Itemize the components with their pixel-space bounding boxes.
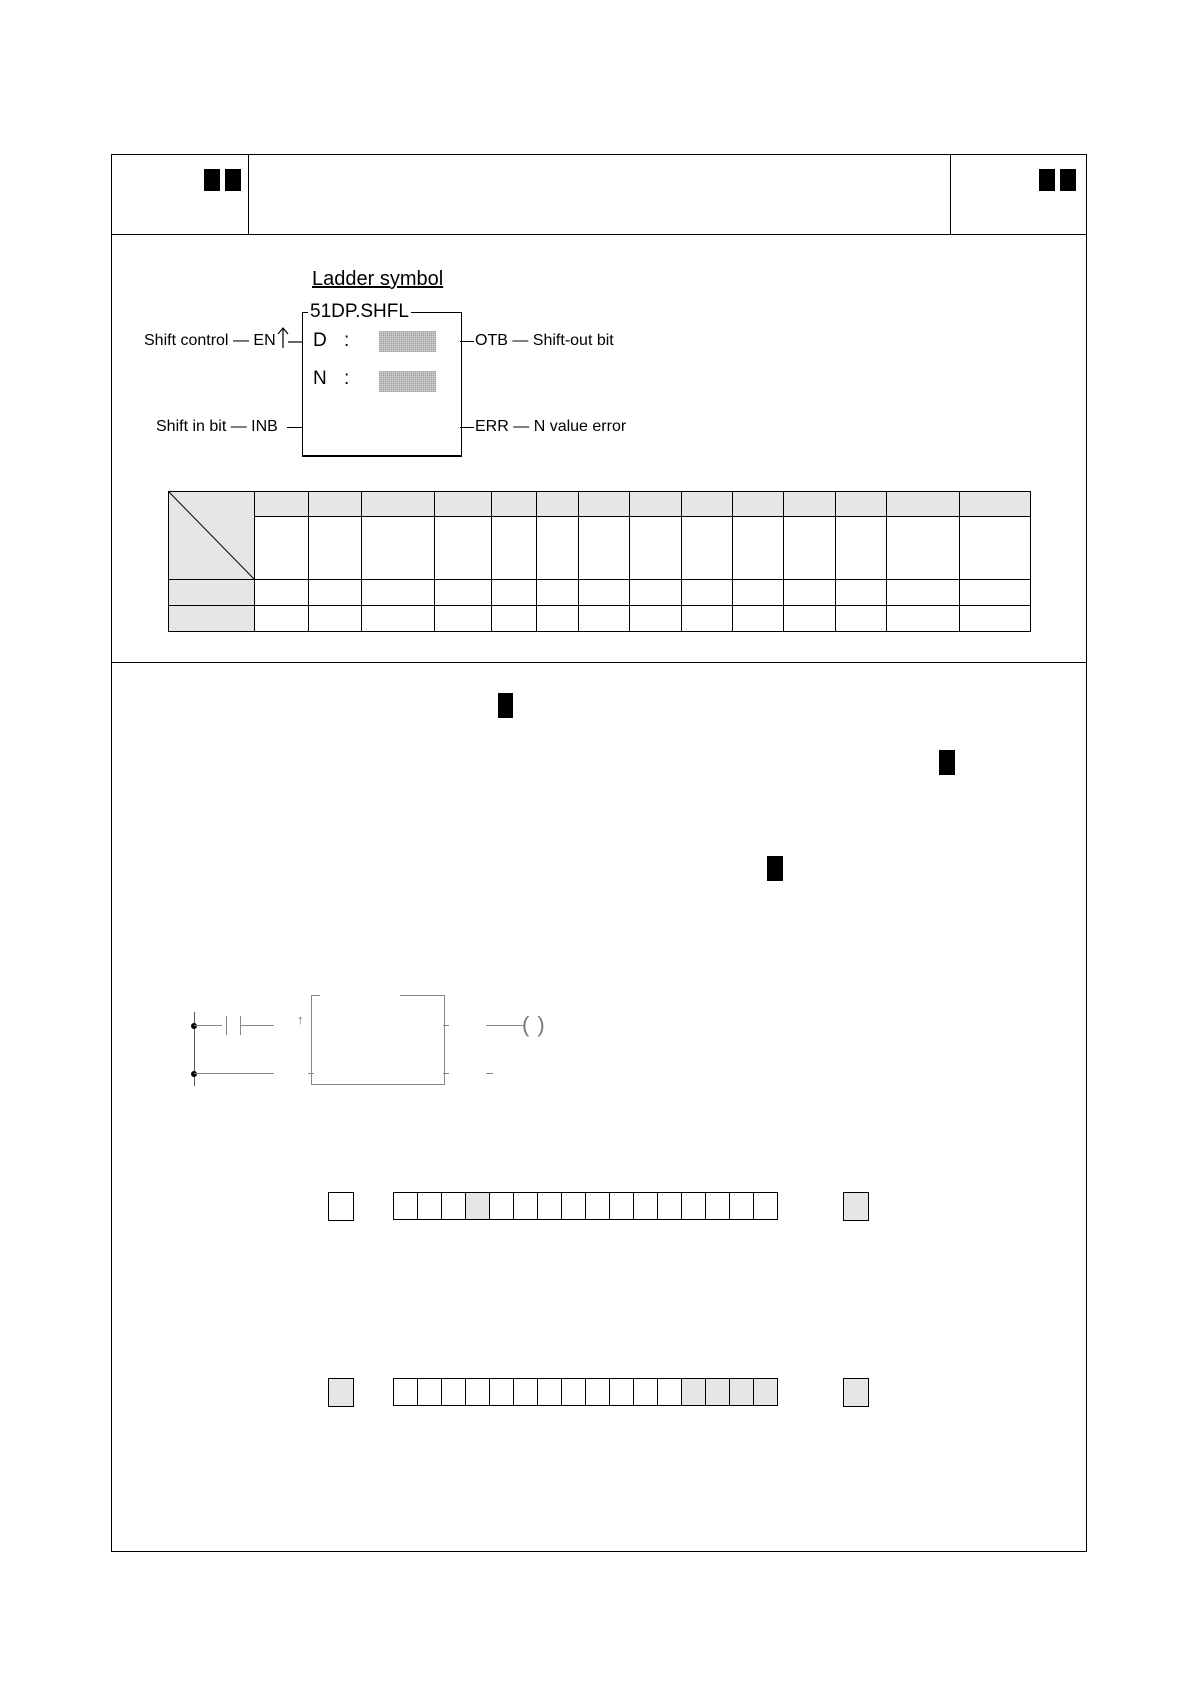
rung-wire (241, 1025, 274, 1026)
header-divider (111, 234, 1087, 235)
table-header-cell (537, 492, 579, 517)
shift-out-bit-box (843, 1378, 869, 1407)
inb-pin: INB (251, 418, 278, 435)
table-subheader-cell (492, 517, 537, 580)
err-pin: ERR (475, 418, 509, 435)
table-row (169, 580, 1031, 606)
en-description: Shift control (144, 332, 229, 349)
shift-in-bit-box (328, 1378, 354, 1407)
section-divider (111, 662, 1087, 663)
en-input-label (144, 332, 276, 350)
register-bit-cell (393, 1378, 418, 1406)
inb-dash: — (230, 418, 247, 435)
err-dash: — (513, 418, 530, 435)
register-bit-cell (489, 1378, 514, 1406)
rung-wire (194, 1073, 274, 1074)
block-input-stub (308, 1073, 314, 1074)
otb-pin: OTB (475, 332, 508, 349)
table-header-cell (492, 492, 537, 517)
table-header-cell (733, 492, 784, 517)
redaction-block (1039, 169, 1055, 191)
register-bit-cell (465, 1378, 490, 1406)
otb-output-label (475, 332, 614, 350)
register-bit-cell (441, 1192, 466, 1220)
register-bit-cell (657, 1378, 682, 1406)
header-left-divider (248, 154, 249, 234)
function-name: 51DP.SHFL (310, 301, 409, 322)
table-subheader-cell (309, 517, 362, 580)
rising-edge-marker-icon: ↑ (297, 1012, 304, 1027)
table-header-cell (836, 492, 887, 517)
table-subheader-cell (682, 517, 733, 580)
register-bit-cell (609, 1378, 634, 1406)
block-output-stub (443, 1073, 449, 1074)
register-bit-cell (609, 1192, 634, 1220)
table-subheader-cell (836, 517, 887, 580)
redaction-block (939, 750, 955, 775)
page-frame (111, 154, 1087, 1552)
table-subheader-cell (537, 517, 579, 580)
en-pin: EN (253, 332, 276, 349)
redaction-block (767, 856, 783, 881)
ladder-symbol-title: Ladder symbol (312, 268, 444, 290)
operand-d-field (379, 331, 436, 352)
register-bit-cell (489, 1192, 514, 1220)
junction-dot (191, 1071, 197, 1077)
register-bit-cell (513, 1378, 538, 1406)
register-bit-cell (753, 1378, 778, 1406)
redaction-block (1060, 169, 1076, 191)
table-header-cell (682, 492, 733, 517)
shift-out-bit-box (843, 1192, 869, 1221)
register-bit-cell (561, 1378, 586, 1406)
table-subheader-cell (960, 517, 1031, 580)
en-dash: — (232, 332, 249, 349)
operand-table (168, 491, 1031, 632)
block-top-edge (400, 995, 444, 996)
table-row-header (169, 580, 255, 606)
operand-d-separator: : (344, 330, 350, 351)
table-subheader-cell (255, 517, 309, 580)
register-bit-cell (417, 1192, 442, 1220)
table-header-cell (630, 492, 682, 517)
table-subheader-cell (784, 517, 836, 580)
table-header-cell (887, 492, 960, 517)
register-bit-cell (393, 1192, 418, 1220)
inb-input-label (156, 418, 278, 436)
shift-in-bit-box (328, 1192, 354, 1221)
table-subheader-cell (362, 517, 435, 580)
diagonal-divider (169, 492, 254, 579)
register-bit-cell (513, 1192, 538, 1220)
inb-description: Shift in bit (156, 418, 227, 435)
table-subheader-cell (887, 517, 960, 580)
table-subheader-cell (733, 517, 784, 580)
block-top-edge (311, 995, 320, 996)
block-output-stub (443, 1025, 449, 1026)
contact-left-bar (226, 1016, 227, 1035)
otb-dash: — (512, 332, 529, 349)
table-header-cell (255, 492, 309, 517)
register-bit-cell (537, 1378, 562, 1406)
table-row-header (169, 606, 255, 632)
table-header-cell (579, 492, 630, 517)
table-header-cell (435, 492, 492, 517)
register-bit-cell (729, 1192, 754, 1220)
operand-n-label: N (313, 368, 327, 389)
register-bit-cell (657, 1192, 682, 1220)
register-bit-cell (705, 1378, 730, 1406)
register-bit-cell (585, 1192, 610, 1220)
table-subheader-cell (579, 517, 630, 580)
register-bit-cell (681, 1378, 706, 1406)
example-function-block (311, 995, 445, 1085)
register-bit-cell (681, 1192, 706, 1220)
table-header-cell (362, 492, 435, 517)
rising-edge-icon (272, 325, 304, 349)
register-bit-cell (585, 1378, 610, 1406)
register-bit-cell (417, 1378, 442, 1406)
table-subheader-cell (630, 517, 682, 580)
register-bit-cell (729, 1378, 754, 1406)
register-bit-cell (633, 1378, 658, 1406)
redaction-block (225, 169, 241, 191)
register-bit-cell (705, 1192, 730, 1220)
table-header-cell (309, 492, 362, 517)
table-corner-cell (169, 492, 255, 580)
rung-wire (194, 1025, 222, 1026)
otb-description: Shift-out bit (532, 332, 614, 349)
err-wire (460, 427, 474, 428)
register-bit-cell (441, 1378, 466, 1406)
table-row (169, 606, 1031, 632)
register-bit-cell (537, 1192, 562, 1220)
register-bits-after (393, 1378, 777, 1406)
rung-wire-stub (486, 1073, 493, 1074)
redaction-block (498, 693, 513, 718)
redaction-block (204, 169, 220, 191)
output-coil-icon: () (522, 1012, 553, 1037)
table-subheader-cell (435, 517, 492, 580)
register-bit-cell (633, 1192, 658, 1220)
table-header-cell (960, 492, 1031, 517)
operand-n-separator: : (344, 368, 350, 389)
err-description: N value error (533, 418, 627, 435)
register-bit-cell (753, 1192, 778, 1220)
err-output-label (475, 418, 626, 436)
operand-d-label: D (313, 330, 327, 351)
register-bit-cell (561, 1192, 586, 1220)
register-bit-cell (465, 1192, 490, 1220)
otb-wire (460, 341, 474, 342)
register-bits-before (393, 1192, 777, 1220)
inb-wire (287, 427, 302, 428)
table-header-cell (784, 492, 836, 517)
rung-wire (486, 1025, 524, 1026)
header-right-divider (950, 154, 951, 234)
junction-dot (191, 1023, 197, 1029)
operand-n-field (379, 371, 436, 392)
